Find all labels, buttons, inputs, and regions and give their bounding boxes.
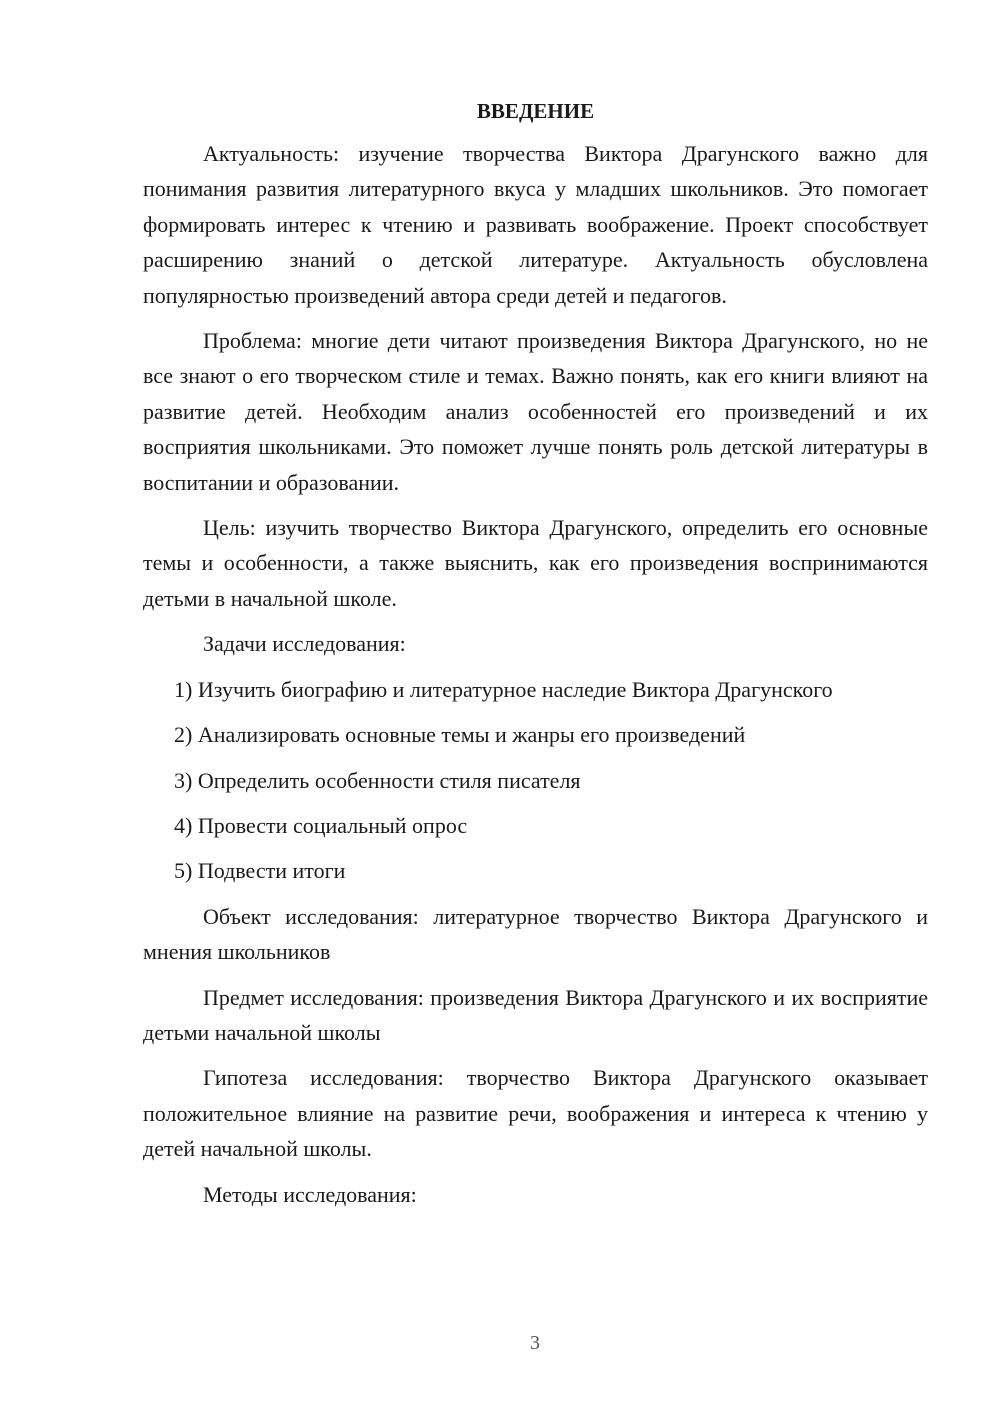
list-item: 1) Изучить биографию и литературное наследие Виктора Драгунского — [174, 676, 833, 702]
goal-paragraph: Цель: изучить творчество Виктора Драгунского, определить его основные темы и особенности, а также выяснить, как его произведения воспринимаются детьми в начальной школе. — [143, 515, 928, 611]
list-item: 2) Анализировать основные темы и жанры его произведений — [174, 722, 746, 748]
page-number: 3 — [530, 1332, 540, 1354]
relevance-paragraph: Актуальность: изучение творчества Виктора Драгунского важно для понимания развития литературного вкуса у младших школьников. Это помогает формировать интерес к чтению и развивать воображение. Проект способствует расширению знаний о детской литературе. Актуальность обусловлена популярностью произведений автора среди детей и педагогов. — [143, 141, 928, 308]
tasks-list — [143, 672, 928, 889]
problem-paragraph: Проблема: многие дети читают произведения Виктора Драгунского, но не все знают о его творческом стиле и темах. Важно понять, как его книги влияют на развитие детей. Необходим анализ особенностей его произведений и их восприятия школьниками. Это поможет лучше понять роль детской литературы в воспитании и образовании. — [143, 328, 928, 495]
tasks-heading: Задачи исследования: — [203, 631, 406, 657]
hypothesis-paragraph: Гипотеза исследования: творчество Виктора Драгунского оказывает положительное влияние на развитие речи, воображения и интереса к чтению у детей начальной школы. — [143, 1065, 928, 1162]
section-title: ВВЕДЕНИЕ — [476, 99, 595, 123]
list-item: 3) Определить особенности стиля писателя — [174, 767, 581, 793]
object-paragraph: Объект исследования: литературное творчество Виктора Драгунского и мнения школьников — [143, 903, 928, 965]
page-content — [143, 92, 928, 1222]
methods-heading: Методы исследования: — [203, 1181, 417, 1207]
list-item: 4) Провести социальный опрос — [174, 812, 468, 838]
subject-paragraph: Предмет исследования: произведения Виктора Драгунского и их восприятие детьми начальной школы — [143, 984, 928, 1045]
list-item: 5) Подвести итоги — [174, 858, 346, 884]
